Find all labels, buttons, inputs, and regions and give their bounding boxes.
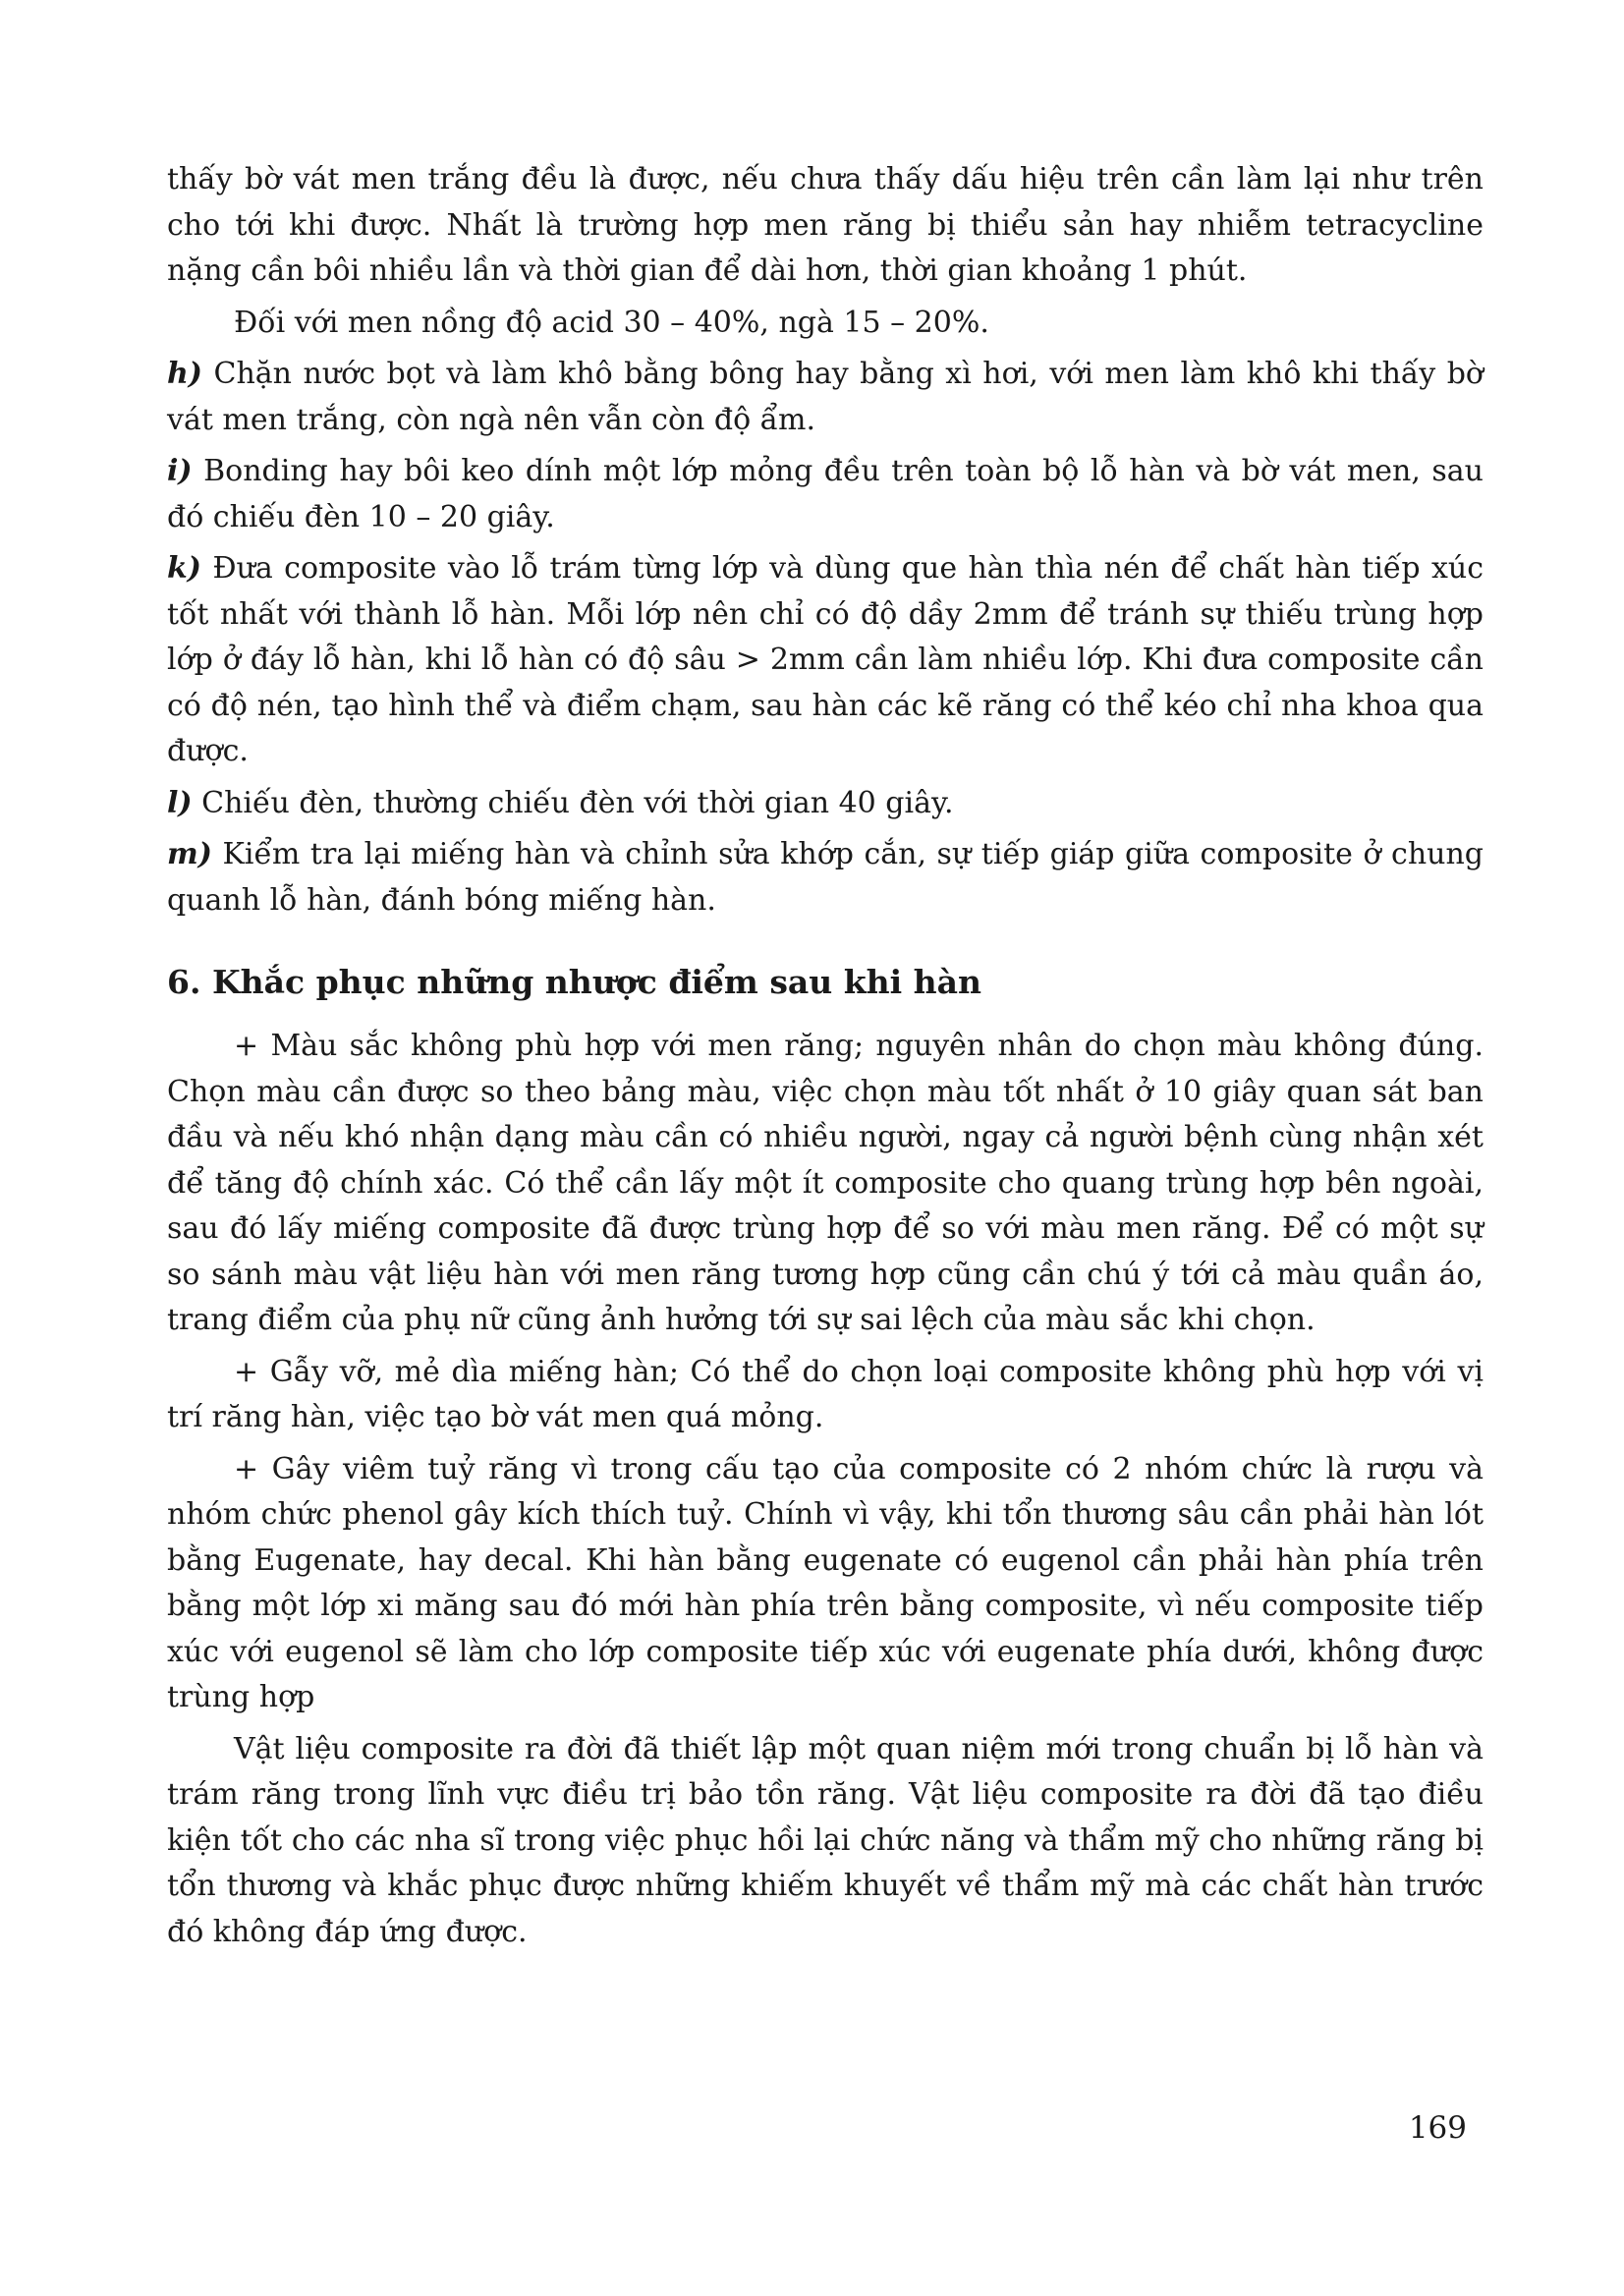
step-label: h)	[167, 357, 203, 391]
paragraph-fracture: + Gẫy vỡ, mẻ dìa miếng hàn; Có thể do chọn loại composite không phù hợp với vị trí răng hàn, việc tạo bờ vát men quá mỏng.	[167, 1354, 1484, 1434]
paragraph-etching-continued	[167, 157, 1484, 295]
step-i	[167, 449, 1484, 540]
step-l	[167, 781, 1484, 827]
paragraph-conclusion: Vật liệu composite ra đời đã thiết lập một quan niệm mới trong chuẩn bị lỗ hàn và trám răng trong lĩnh vực điều trị bảo tồn răng. Vật liệu composite ra đời đã tạo điều kiện tốt cho các nha sĩ trong việc phục hồi lại chức năng và thẩm mỹ cho những răng bị tổn thương và khắc phục được những khiếm khuyết về thẩm mỹ mà các chất hàn trước đó không đáp ứng được.	[167, 1731, 1484, 1949]
paragraph-text: Bonding hay bôi keo dính một lớp mỏng đều trên toàn bộ lỗ hàn và bờ vát men, sau đó chiếu đèn 10 – 20 giây.	[167, 454, 1484, 534]
section-body	[167, 1024, 1484, 1955]
paragraph-text: thấy bờ vát men trắng đều là được, nếu chưa thấy dấu hiệu trên cần làm lại như trên cho tới khi được. Nhất là trường hợp men răng bị thiểu sản hay nhiễm tetracycline nặng cần bôi nhiều lần và thời gian để dài hơn, thời gian khoảng 1 phút.	[167, 162, 1484, 288]
step-label: m)	[167, 837, 212, 871]
paragraph-color-mismatch: + Màu sắc không phù hợp với men răng; nguyên nhân do chọn màu không đúng. Chọn màu cần được so theo bảng màu, việc chọn màu tốt nhất ở 10 giây quan sát ban đầu và nếu khó nhận dạng màu cần có nhiều người, ngay cả người bệnh cùng nhận xét để tăng độ chính xác. Có thể cần lấy một ít composite cho quang trùng hợp bên ngoài, sau đó lấy miếng composite đã được trùng hợp để so với màu men răng. Để có một sự so sánh màu vật liệu hàn với men răng tương hợp cũng cần chú ý tới cả màu quần áo, trang điểm của phụ nữ cũng ảnh hưởng tới sự sai lệch của màu sắc khi chọn.	[167, 1029, 1484, 1337]
page-number: 169	[1408, 2110, 1467, 2146]
paragraph-pulpitis: + Gây viêm tuỷ răng vì trong cấu tạo của composite có 2 nhóm chức là rượu và nhóm chức phenol gây kích thích tuỷ. Chính vì vậy, khi tổn thương sâu cần phải hàn lót bằng Eugenate, hay decal. Khi hàn bằng eugenate có eugenol cần phải hàn phía trên bằng một lớp xi măng sau đó mới hàn phía trên bằng composite, vì nếu composite tiếp xúc với eugenol sẽ làm cho lớp composite tiếp xúc với eugenate phía dưới, không được trùng hợp	[167, 1451, 1484, 1714]
step-m	[167, 832, 1484, 924]
step-label: i)	[167, 454, 193, 488]
page-body	[167, 157, 1484, 1961]
paragraph-text: Đưa composite vào lỗ trám từng lớp và dùng que hàn thìa nén để chất hàn tiếp xúc tốt nhất với thành lỗ hàn. Mỗi lớp nên chỉ có độ dầy 2mm để tránh sự thiếu trùng hợp lớp ở đáy lỗ hàn, khi lỗ hàn có độ sâu > 2mm cần làm nhiều lớp. Khi đưa composite cần có độ nén, tạo hình thể và điểm chạm, sau hàn các kẽ răng có thể kéo chỉ nha khoa qua được.	[167, 551, 1484, 768]
step-h	[167, 352, 1484, 443]
step-label: k)	[167, 551, 201, 586]
step-k	[167, 546, 1484, 775]
step-label: l)	[167, 785, 193, 820]
paragraph-text: Kiểm tra lại miếng hàn và chỉnh sửa khớp cắn, sự tiếp giáp giữa composite ở chung quanh lỗ hàn, đánh bóng miếng hàn.	[167, 837, 1484, 918]
paragraph-acid-concentration	[167, 301, 1484, 347]
section-heading: 6. Khắc phục những nhược điểm sau khi hàn	[167, 963, 982, 1001]
paragraph-text: Chặn nước bọt và làm khô bằng bông hay bằng xì hơi, với men làm khô khi thấy bờ vát men trắng, còn ngà nên vẫn còn độ ẩm.	[167, 357, 1484, 437]
paragraph-text: Chiếu đèn, thường chiếu đèn với thời gian 40 giây.	[192, 785, 954, 820]
procedure-steps	[167, 157, 1484, 924]
paragraph-text: Đối với men nồng độ acid 30 – 40%, ngà 15 – 20%.	[234, 305, 989, 340]
